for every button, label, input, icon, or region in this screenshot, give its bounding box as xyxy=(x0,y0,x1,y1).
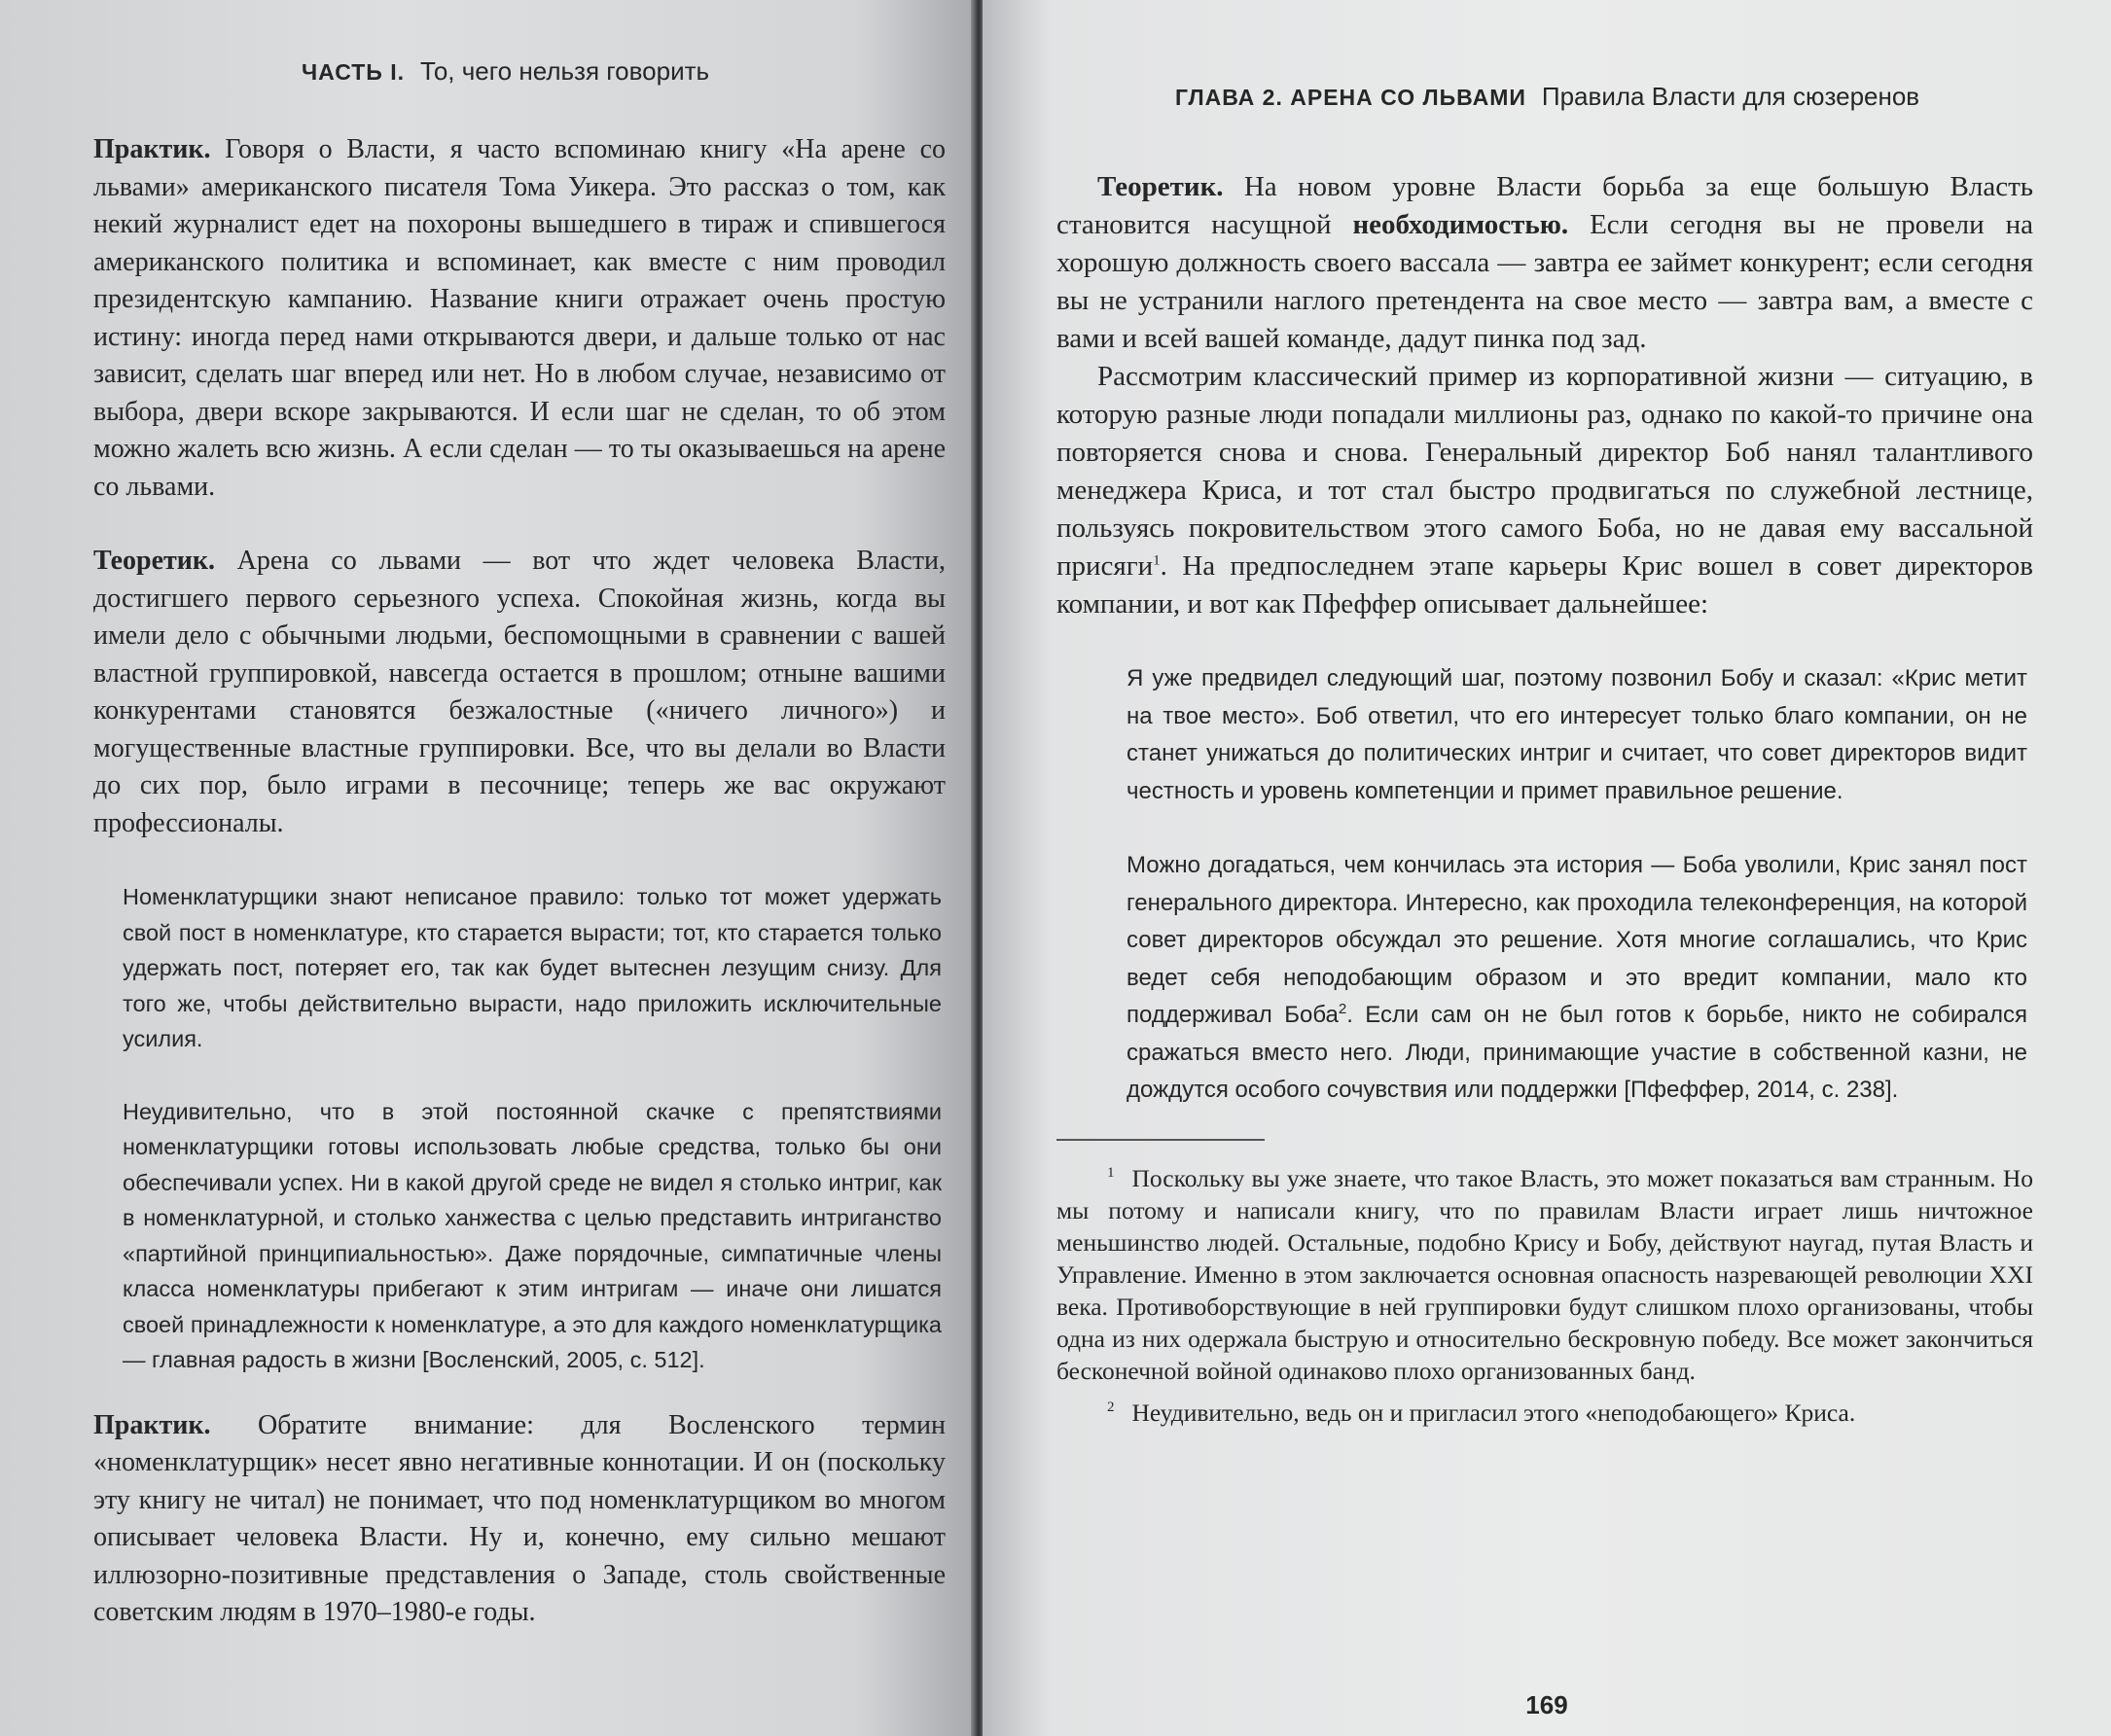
quote-text: Можно догадаться, чем кончилась эта история — Боба уволили, Крис занял пост генерального директора. Интересно, как проходила телеконференция, на которой совет директоров обсуждал это решение. Хотя многие соглашались, что Крис ведет себя неподобающим образом и это вредит компании, мало кто поддерживал Боба xyxy=(1127,852,2027,1028)
paragraph-text: Говоря о Власти, я часто вспоминаю книгу «На арене со львами» американского писателя Тома Уикера. Это рассказ о том, как некий журналист едет на похороны вышедшего в тираж и спившегося американского политика и вспоминает, как вместе с ним проводил президентскую кампанию. Название книги отражает очень простую истину: иногда перед нами открываются двери, и дальше только от нас зависит, сделать шаг вперед или нет. Но в любом случае, независимо от выбора, двери вскоре закрываются. И если шаг не сделан, то об этом можно жалеть всю жизнь. А если сделан — то ты оказываешься на арене со львами. xyxy=(93,134,946,502)
speaker-label: Практик. xyxy=(93,134,211,164)
footnote-1 xyxy=(1056,1162,2033,1387)
speaker-label: Теоретик. xyxy=(1097,171,1224,202)
chapter-label: ГЛАВА 2. АРЕНА СО ЛЬВАМИ xyxy=(1175,85,1526,110)
footnote-2 xyxy=(1056,1397,2033,1429)
paragraph-text: На новом уровне Власти борьба за еще большую Власть становится насущной xyxy=(1056,171,2033,240)
page-number: 169 xyxy=(1525,1690,1568,1719)
right-quote-2 xyxy=(1056,847,2033,1110)
left-quote-1: Номенклатурщики знают неписаное правило: только тот может удержать свой пост в номенклатуре, кто старается вырасти; тот, кто старается только удержать пост, потеряет его, так как будет вытеснен лезущим снизу. Для того же, чтобы действительно вырасти, надо приложить исключительные усилия. xyxy=(123,884,942,1051)
quote-text: . Если сам он не был готов к борьбе, никто не собирался сражаться вместо него. Люди, принимающие участие в собственной казни, не дождутся особого сочувствия или поддержки [Пфеффер, 2014, с. 238]. xyxy=(1127,1002,2027,1103)
footnote-ref-2[interactable]: 2 xyxy=(1338,1001,1347,1017)
left-quote-2: Неудивительно, что в этой постоянной скачке с препятствиями номенклатурщики готовы использовать любые средства, только бы они обеспечивали успех. Ни в какой другой среде не видел я столько интриг, как в номенклатурной, и столько ханжества с целью представить интриганство «партийной принципиальностью». Даже порядочные, симпатичные члены класса номенклатуры прибегают к этим интригам — иначе они лишатся своей принадлежности к номенклатуре, а это для каждого номенклатурщика — главная радость в жизни [Восленский, 2005, с. 512]. xyxy=(123,1098,942,1372)
right-page xyxy=(983,0,2111,1736)
chapter-section-title: Правила Власти для сюзеренов xyxy=(1541,82,1920,111)
emphasis-word: необходимостью. xyxy=(1352,209,1569,240)
left-running-head xyxy=(93,56,946,87)
speaker-label: Практик. xyxy=(93,1409,211,1440)
footnote-ref-1[interactable]: 1 xyxy=(1153,552,1161,569)
paragraph-text: . На предпоследнем этапе карьеры Крис вошел в совет директоров компании, и вот как Пфеффер описывает дальнейшее: xyxy=(1056,550,2033,620)
paragraph-text: Рассмотрим классический пример из корпоративной жизни — ситуацию, в которую разные люди попадали миллионы раз, однако по какой-то причине она повторяется снова и снова. Генеральный директор Боб нанял талантливого менеджера Криса, и тот стал быстро продвигаться по служебной лестнице, пользуясь покровительством этого самого Боба, но не давая ему вассальной присяги xyxy=(1056,361,2033,582)
right-quote-1: Я уже предвидел следующий шаг, поэтому позвонил Бобу и сказал: «Крис метит на твое место». Боб ответил, что его интересует только благо компании, он не станет унижаться до политических интриг и считает, что совет директоров видит честность и уровень компетенции и примет правильное решение. xyxy=(1127,665,2027,804)
footnote-mark: 1 xyxy=(1107,1165,1115,1181)
right-paragraph-1 xyxy=(1056,168,2033,358)
left-part-title: То, чего нельзя говорить xyxy=(420,56,710,86)
right-running-head xyxy=(1056,82,2033,112)
footnote-text: Поскольку вы уже знаете, что такое Власть, это может показаться вам странным. Но мы потому и написали книгу, что по правилам Власти играет лишь ничтожное меньшинство людей. Остальные, подобно Крису и Бобу, действуют наугад, путая Власть и Управление. Именно в этом заключается основная опасность назревающей революции XXI века. Противоборствующие в ней группировки будут слишком плохо организованы, чтобы одна из них одержала быструю и относительно бескровную победу. Все может закончиться бесконечной войной одинаково плохо организованных банд. xyxy=(1056,1163,2033,1385)
footnote-mark: 2 xyxy=(1107,1399,1115,1415)
footnote-rule xyxy=(1056,1139,1265,1141)
paragraph-text: Обратите внимание: для Восленского термин «номенклатурщик» несет явно негативные коннотации. И он (поскольку эту книгу не читал) не понимает, что под номенклатурщиком во многом описывает человека Власти. Ну и, конечно, ему сильно мешают иллюзорно-позитивные представления о Западе, столь свойственные советским людям в 1970–1980-е годы. xyxy=(93,1409,946,1627)
left-paragraph-1 xyxy=(93,131,946,506)
left-part-label: ЧАСТЬ I. xyxy=(302,59,405,85)
left-page xyxy=(0,0,973,1736)
left-paragraph-3 xyxy=(93,1407,946,1632)
left-paragraph-2 xyxy=(93,543,946,842)
speaker-label: Теоретик. xyxy=(93,546,216,576)
footnote-text: Неудивительно, ведь он и пригласил этого «неподобающего» Криса. xyxy=(1131,1398,1856,1427)
paragraph-text: Если сегодня вы не провели на хорошую должность своего вассала — завтра ее займет конкурент; если сегодня вы не устранили наглого претендента на свое место — завтра вам, а вместе с вами и всей вашей команде, дадут пинка под зад. xyxy=(1056,209,2033,354)
paragraph-text: Арена со львами — вот что ждет человека Власти, достигшего первого серьезного успеха. Спокойная жизнь, когда вы имели дело с обычными людьми, беспомощными в сравнении с вашей властной группировкой, навсегда остается в прошлом; отныне вашими конкурентами становятся безжалостные («ничего личного») и могущественные властные группировки. Все, что вы делали во Власти до сих пор, было играми в песочнице; теперь же вас окружают профессионалы. xyxy=(93,546,946,838)
right-paragraph-2 xyxy=(1056,358,2033,623)
